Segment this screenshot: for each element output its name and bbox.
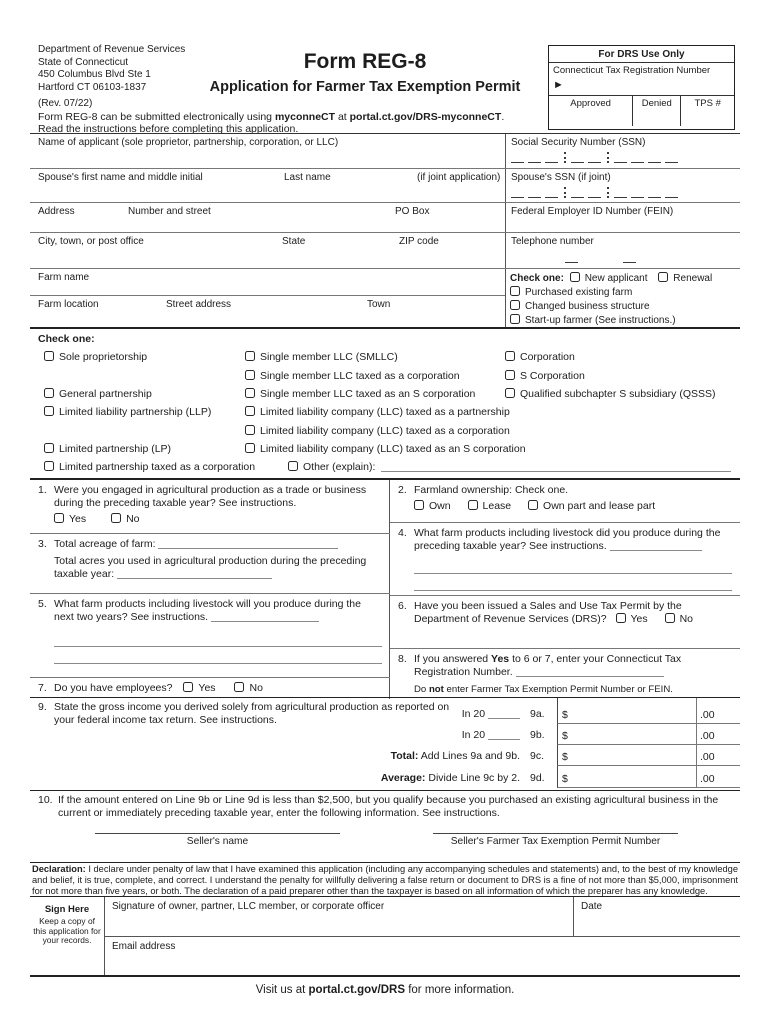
agency-line: Hartford CT 06103-1837	[38, 81, 147, 93]
q9-row-9d: Average: Divide Line 9c by 2. 9d. $ .00	[30, 766, 740, 788]
ssn-field[interactable]	[505, 134, 740, 169]
efile-text: Form REG-8 can be submitted electronically using	[38, 111, 275, 123]
smllc-label: Single member LLC (SMLLC)	[260, 351, 398, 363]
checkbox-corporation[interactable]	[505, 351, 515, 361]
spouse-ssn-input-mask[interactable]	[511, 187, 682, 198]
spouse-name-field[interactable]	[30, 169, 505, 203]
q9-row-9b	[30, 724, 740, 745]
purchased-existing-farm-label: Purchased existing farm	[525, 287, 633, 298]
q9d-code: 9d.	[530, 772, 545, 784]
checkbox-q7-no[interactable]	[234, 682, 244, 692]
q9-row-9a	[30, 698, 740, 724]
denied-cell[interactable]: Denied	[632, 96, 680, 126]
q9a-year-input-line[interactable]	[488, 708, 520, 719]
state-label: State	[282, 236, 306, 247]
drs-box-title: For DRS Use Only	[549, 46, 734, 63]
dollar-sign: $	[562, 773, 568, 785]
sign-here-label: Sign Here	[44, 904, 90, 915]
q10-number: 10.	[38, 794, 53, 806]
dollar-sign: $	[562, 730, 568, 742]
q8-note: Do not enter Farmer Tax Exemption Permit Number or FEIN.	[414, 684, 673, 695]
checkbox-other[interactable]	[288, 461, 298, 471]
q3-acreage-input-line[interactable]	[158, 538, 338, 549]
ssn-label: Social Security Number (SSN)	[511, 137, 646, 148]
questions-right-column	[390, 480, 740, 699]
q8-number: 8.	[398, 653, 407, 665]
cents-label: .00	[696, 724, 740, 744]
seller-name-field[interactable]	[95, 833, 340, 847]
q7-text: Do you have employees?	[54, 682, 173, 694]
q4-input-line[interactable]	[414, 574, 732, 591]
lp-taxed-corporation-label: Limited partnership taxed as a corporation	[59, 461, 256, 473]
q9c-code: 9c.	[530, 750, 545, 762]
cents-label: .00	[696, 745, 740, 765]
number-street-label: Number and street	[128, 206, 211, 217]
ssn-input-mask[interactable]	[511, 152, 682, 163]
signature-label: Signature of owner, partner, LLC member, or corporate officer	[112, 901, 385, 912]
other-explain-label: Other (explain):	[303, 461, 376, 473]
q9b-year-label: In 20	[461, 729, 486, 741]
question-9-section	[30, 697, 740, 790]
spouse-ssn-label: Spouse's SSN (if joint)	[511, 172, 611, 183]
checkbox-changed-business-structure[interactable]	[510, 300, 520, 310]
sign-here-cell	[30, 897, 105, 975]
smllc-taxed-s-corporation-label: Single member LLC taxed as an S corporation	[260, 388, 476, 400]
spouse-ssn-field[interactable]	[505, 169, 740, 203]
joint-application-label: (if joint application)	[417, 172, 501, 183]
checkbox-renewal[interactable]	[658, 272, 668, 282]
checkbox-q1-no[interactable]	[111, 513, 121, 523]
checkbox-llp[interactable]	[44, 406, 54, 416]
address-field[interactable]	[30, 203, 505, 233]
checkbox-smllc-taxed-s-corporation[interactable]	[245, 388, 255, 398]
footer-url: portal.ct.gov/DRS	[308, 984, 406, 996]
last-name-label: Last name	[284, 172, 331, 183]
q9c-total-label: Total:	[390, 750, 419, 762]
cents-label: .00	[696, 698, 740, 723]
checkbox-purchased-existing-farm[interactable]	[510, 286, 520, 296]
applicant-name-field[interactable]	[30, 134, 505, 169]
questions-section	[30, 478, 740, 697]
q9c-amount-cell[interactable]	[557, 745, 740, 766]
keep-copy-note: Keep a copy of this application for your records.	[33, 916, 101, 946]
declaration-label: Declaration:	[32, 864, 86, 874]
po-box-label: PO Box	[395, 206, 430, 217]
checkbox-smllc-taxed-corporation[interactable]	[245, 370, 255, 380]
question-2	[390, 480, 740, 523]
q9-text: State the gross income you derived solely from agricultural production as reported on your federal income tax return. See instructions.	[54, 701, 450, 726]
farm-location-field[interactable]	[30, 296, 505, 328]
q9a-code: 9a.	[530, 708, 545, 720]
q9a-amount-cell[interactable]	[557, 698, 740, 724]
approved-cell[interactable]: Approved	[570, 98, 611, 109]
city-state-zip-field[interactable]	[30, 233, 505, 269]
q2-lease-label: Lease	[482, 500, 512, 512]
q8-reg-number-input-line[interactable]	[516, 666, 664, 677]
q9b-year-input-line[interactable]	[488, 729, 520, 740]
q9-row-9c: Total: Add Lines 9a and 9b. 9c. $ .00	[30, 745, 740, 766]
q9b-code: 9b.	[530, 729, 545, 741]
corporation-label: Corporation	[520, 351, 575, 363]
agency-line: Department of Revenue Services	[38, 44, 186, 55]
applicant-info-table	[30, 133, 740, 327]
q5-number: 5.	[38, 598, 47, 610]
question-7	[30, 678, 390, 699]
checkbox-llc-taxed-corporation[interactable]	[245, 425, 255, 435]
drs-use-only-box	[548, 45, 735, 130]
cents-label: .00	[696, 766, 740, 787]
question-3	[30, 534, 390, 594]
email-label: Email address	[112, 941, 176, 952]
new-applicant-label: New applicant	[584, 273, 648, 284]
q3-number: 3.	[38, 538, 47, 550]
efile-note: Form REG-8 can be submitted electronically using myconneCT at portal.ct.gov/DRS-myconneCT. Read the instructions before completing this application.	[38, 111, 598, 135]
checkbox-q6-yes[interactable]	[616, 613, 626, 623]
seller-name-label: Seller's name	[186, 836, 249, 847]
checkbox-sole-proprietorship[interactable]	[44, 351, 54, 361]
checkbox-lp-taxed-corporation[interactable]	[44, 461, 54, 471]
renewal-label: Renewal	[673, 273, 713, 284]
checkbox-qsss[interactable]	[505, 388, 515, 398]
question-10	[30, 791, 740, 820]
efile-url: portal.ct.gov/DRS-myconneCT	[349, 111, 502, 123]
question-1	[30, 480, 390, 534]
phone-dash	[623, 253, 636, 263]
q2-text: Farmland ownership: Check one.	[414, 484, 569, 496]
applicant-name-label: Name of applicant (sole proprietor, partnership, corporation, or LLC)	[38, 137, 339, 148]
q3-line2-label: Total acres you used in agricultural production during the preceding taxable year:	[54, 555, 367, 580]
general-partnership-label: General partnership	[59, 388, 152, 400]
phone-field[interactable]	[505, 233, 740, 269]
address-label: Address	[38, 206, 75, 217]
q2-own-part-label: Own part and lease part	[543, 500, 656, 512]
checkbox-general-partnership[interactable]	[44, 388, 54, 398]
q7-no-label: No	[249, 682, 263, 694]
city-label: City, town, or post office	[38, 236, 144, 247]
question-4	[390, 523, 740, 596]
q4-input-line[interactable]	[414, 557, 732, 574]
checkbox-smllc[interactable]	[245, 351, 255, 361]
fein-label: Federal Employer ID Number (FEIN)	[511, 206, 674, 217]
drs-reg-number-cell[interactable]	[549, 63, 734, 96]
lp-label: Limited partnership (LP)	[59, 443, 172, 455]
checkbox-new-applicant[interactable]	[570, 272, 580, 282]
checkbox-q2-own-part[interactable]	[528, 500, 538, 510]
q3-line1-label: Total acreage of farm:	[54, 538, 156, 550]
dollar-sign: $	[562, 751, 568, 763]
llp-label: Limited liability partnership (LLP)	[59, 406, 212, 418]
q6-number: 6.	[398, 600, 407, 612]
sole-proprietorship-label: Sole proprietorship	[59, 351, 148, 363]
q9-number: 9.	[38, 701, 47, 713]
phone-dash	[565, 253, 578, 263]
agency-line: 450 Columbus Blvd Ste 1	[38, 69, 151, 81]
fein-field[interactable]	[505, 203, 740, 233]
q4-input-line[interactable]	[610, 540, 702, 551]
question-5	[30, 594, 390, 678]
footer-note: Visit us at portal.ct.gov/DRS for more information.	[255, 984, 515, 996]
form-subtitle: Application for Farmer Tax Exemption Permit	[209, 79, 521, 95]
q5-input-line[interactable]	[211, 611, 319, 622]
questions-left-column	[30, 480, 390, 699]
checkbox-q6-no[interactable]	[665, 613, 675, 623]
checkbox-q7-yes[interactable]	[183, 682, 193, 692]
form-title: Form REG-8	[303, 50, 427, 73]
phone-label: Telephone number	[511, 236, 594, 247]
checkbox-q2-lease[interactable]	[468, 500, 478, 510]
declaration-section	[30, 862, 740, 897]
checkbox-llc-taxed-s-corporation[interactable]	[245, 443, 255, 453]
q7-number: 7.	[38, 682, 47, 694]
town-label: Town	[367, 299, 391, 310]
declaration-text: I declare under penalty of law that I have examined this application (including any accompanying schedules and statements) and, to the best of my knowledge and belief, it is true, complete, and correct. I understand the penalty for willfully delivering a false return or document to DRS is a fine of not more than $5,000, imprisonment for not more than five years, or both. The declaration of a paid preparer other than the taxpayer is based on all information of which the preparer has any knowledge.	[32, 864, 738, 896]
farm-name-label: Farm name	[38, 272, 90, 283]
llc-taxed-partnership-label: Limited liability company (LLC) taxed as a partnership	[260, 406, 510, 418]
q3-acres-used-input-line[interactable]	[117, 568, 272, 579]
startup-farmer-label: Start-up farmer (See instructions.)	[525, 315, 676, 326]
changed-business-structure-label: Changed business structure	[525, 301, 650, 312]
myconnect-label: myconneCT	[274, 111, 336, 123]
revision-label: (Rev. 07/22)	[38, 98, 93, 109]
drs-status-cells	[549, 96, 734, 126]
q8-text: If you answered Yes to 6 or 7, enter your Connecticut Tax Registration Number.	[414, 653, 682, 678]
title-block	[150, 50, 580, 96]
smllc-taxed-corporation-label: Single member LLC taxed as a corporation	[260, 370, 460, 382]
dollar-sign: $	[562, 709, 568, 721]
q6-text: Have you been issued a Sales and Use Tax Permit by the Department of Revenue Services (DRS)?	[414, 600, 682, 625]
q9a-year-label: In 20	[461, 708, 486, 720]
q5-text: What farm products including livestock will you produce during the next two years? See instructions.	[54, 598, 361, 623]
email-row[interactable]	[105, 937, 740, 975]
question-6	[390, 596, 740, 649]
q4-text: What farm products including livestock did you produce during the preceding taxable year? See instructions.	[414, 527, 721, 552]
spouse-first-name-label: Spouse's first name and middle initial	[38, 172, 203, 183]
q5-input-line[interactable]	[54, 630, 382, 647]
zip-label: ZIP code	[399, 236, 439, 247]
signature-section	[30, 897, 740, 977]
farm-name-field[interactable]	[30, 269, 505, 296]
checkbox-s-corporation[interactable]	[505, 370, 515, 380]
q2-number: 2.	[398, 484, 407, 496]
q10-text: If the amount entered on Line 9b or Line 9d is less than $2,500, but you qualify because you purchased an existing agricultural business in the current or immediately preceding taxable year, enter the following information. See instructions.	[58, 794, 719, 819]
q1-text: Were you engaged in agricultural production as a trade or business during the preceding taxable year? See instructions.	[54, 484, 367, 509]
header-section	[30, 40, 740, 133]
q1-yes-label: Yes	[69, 513, 87, 525]
street-address-label: Street address	[166, 299, 232, 310]
seller-permit-label: Seller's Farmer Tax Exemption Permit Number	[450, 836, 661, 847]
application-type-label: Check one:	[510, 273, 564, 284]
q9b-amount-cell[interactable]	[557, 724, 740, 745]
checkbox-lp[interactable]	[44, 443, 54, 453]
q1-no-label: No	[126, 513, 140, 525]
signature-row[interactable]	[105, 897, 740, 937]
q1-number: 1.	[38, 484, 47, 496]
checkbox-startup-farmer[interactable]	[510, 314, 520, 324]
checkbox-q1-yes[interactable]	[54, 513, 64, 523]
ct-tax-reg-number-label: Connecticut Tax Registration Number	[553, 65, 711, 76]
checkbox-llc-taxed-partnership[interactable]	[245, 406, 255, 416]
q6-yes-label: Yes	[630, 613, 648, 625]
q4-number: 4.	[398, 527, 407, 539]
s-corporation-label: S Corporation	[520, 370, 585, 382]
read-instructions-note: Read the instructions before completing this application.	[38, 123, 299, 135]
q2-own-label: Own	[429, 500, 451, 512]
entity-check-one-label: Check one:	[38, 333, 95, 345]
llc-taxed-s-corporation-label: Limited liability company (LLC) taxed as an S corporation	[260, 443, 526, 455]
agency-line: State of Connecticut	[38, 56, 129, 68]
tps-cell[interactable]: TPS #	[680, 96, 734, 126]
llc-taxed-corporation-label: Limited liability company (LLC) taxed as a corporation	[260, 425, 510, 437]
q9d-average-label: Average:	[380, 772, 426, 784]
question-10-section	[30, 790, 740, 862]
date-label: Date	[581, 901, 603, 912]
farm-location-label: Farm location	[38, 299, 99, 310]
question-8	[390, 649, 740, 699]
q9d-amount-cell[interactable]	[557, 766, 740, 788]
q7-yes-label: Yes	[198, 682, 216, 694]
application-type-cell	[505, 269, 740, 328]
other-explain-input-line[interactable]	[381, 461, 731, 472]
qsss-label: Qualified subchapter S subsidiary (QSSS)	[520, 388, 716, 400]
date-cell[interactable]	[573, 897, 740, 936]
q5-input-line[interactable]	[54, 647, 382, 664]
arrow-right-icon: ►	[553, 79, 564, 91]
checkbox-q2-own[interactable]	[414, 500, 424, 510]
q6-no-label: No	[679, 613, 694, 625]
seller-permit-field[interactable]	[433, 833, 678, 847]
entity-type-section	[30, 327, 740, 478]
